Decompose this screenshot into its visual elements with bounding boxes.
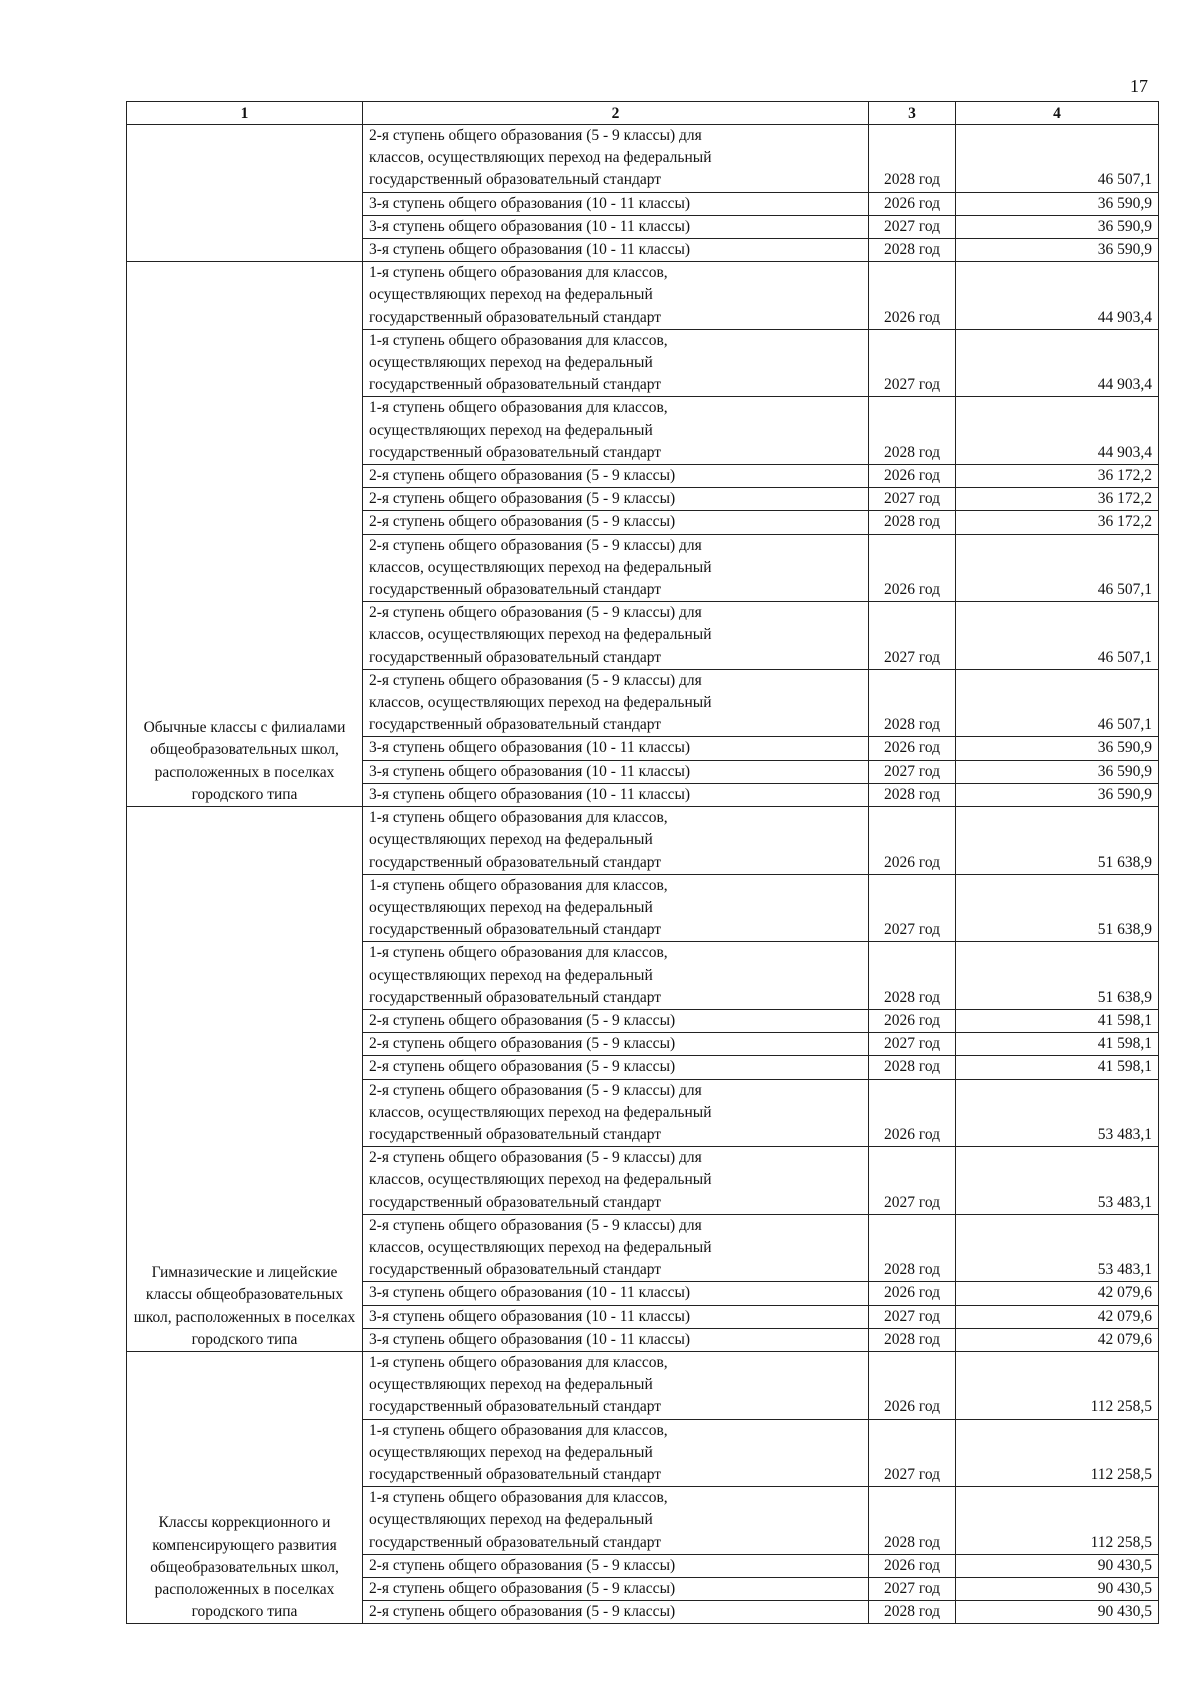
year-cell: 2028 год (869, 397, 956, 465)
year-cell: 2027 год (869, 215, 956, 238)
description-line: 2-я ступень общего образования (5 - 9 классы) для (369, 536, 702, 554)
value-cell: 112 258,5 (956, 1487, 1159, 1555)
description-line: государственный образовательный стандарт (369, 1261, 662, 1279)
table-row (127, 125, 1159, 193)
description-line: осуществляющих переход на федеральный (369, 354, 653, 372)
description-line: классов, осуществляющих переход на федеральный (369, 626, 712, 644)
description-line: 2-я ступень общего образования (5 - 9 классы) (369, 467, 676, 485)
description-line: 3-я ступень общего образования (10 - 11 классы) (369, 1307, 691, 1325)
description-line: осуществляющих переход на федеральный (369, 1443, 653, 1461)
year-cell: 2026 год (869, 1282, 956, 1305)
value-cell: 41 598,1 (956, 1033, 1159, 1056)
year-cell: 2026 год (869, 807, 956, 875)
year-cell: 2026 год (869, 1079, 956, 1147)
description-cell (363, 1305, 869, 1328)
description-line: 3-я ступень общего образования (10 - 11 классы) (369, 194, 691, 212)
value-cell: 36 590,9 (956, 192, 1159, 215)
description-line: 1-я ступень общего образования для классов, (369, 1421, 668, 1439)
description-line: осуществляющих переход на федеральный (369, 898, 653, 916)
description-cell (363, 1578, 869, 1601)
category-cell: Обычные классы с филиалами общеобразовательных школ, расположенных в поселках городского типа (127, 262, 363, 807)
column-header-3: 3 (869, 102, 956, 125)
value-cell: 53 483,1 (956, 1079, 1159, 1147)
description-cell (363, 262, 869, 330)
value-cell: 90 430,5 (956, 1601, 1159, 1624)
year-cell: 2027 год (869, 602, 956, 670)
year-cell: 2027 год (869, 1419, 956, 1487)
description-cell (363, 807, 869, 875)
value-cell: 41 598,1 (956, 1056, 1159, 1079)
year-cell: 2026 год (869, 534, 956, 602)
description-line: 2-я ступень общего образования (5 - 9 классы) для (369, 604, 702, 622)
year-cell: 2028 год (869, 125, 956, 193)
value-cell: 42 079,6 (956, 1305, 1159, 1328)
description-line: 2-я ступень общего образования (5 - 9 классы) для (369, 127, 702, 144)
description-line: 1-я ступень общего образования для классов, (369, 809, 668, 827)
description-line: 1-я ступень общего образования для классов, (369, 399, 668, 417)
page-number: 17 (1130, 76, 1148, 96)
description-cell (363, 1009, 869, 1032)
description-cell (363, 602, 869, 670)
value-cell: 53 483,1 (956, 1147, 1159, 1215)
description-cell (363, 215, 869, 238)
description-line: 1-я ступень общего образования для классов, (369, 876, 668, 894)
year-cell: 2027 год (869, 1305, 956, 1328)
year-cell: 2026 год (869, 737, 956, 760)
description-cell (363, 1056, 869, 1079)
value-cell: 36 590,9 (956, 760, 1159, 783)
description-cell (363, 1147, 869, 1215)
description-cell (363, 192, 869, 215)
description-cell (363, 1033, 869, 1056)
description-line: государственный образовательный стандарт (369, 921, 662, 939)
description-cell (363, 783, 869, 806)
description-cell (363, 397, 869, 465)
description-cell (363, 942, 869, 1010)
description-line: государственный образовательный стандарт (369, 171, 662, 189)
description-line: классов, осуществляющих переход на федеральный (369, 694, 712, 712)
description-cell (363, 1351, 869, 1419)
year-cell: 2026 год (869, 1009, 956, 1032)
year-cell: 2028 год (869, 1056, 956, 1079)
description-cell (363, 1554, 869, 1577)
value-cell: 53 483,1 (956, 1214, 1159, 1282)
description-line: 2-я ступень общего образования (5 - 9 классы) (369, 1058, 676, 1076)
value-cell: 112 258,5 (956, 1419, 1159, 1487)
description-cell (363, 1282, 869, 1305)
value-cell: 41 598,1 (956, 1009, 1159, 1032)
description-line: государственный образовательный стандарт (369, 308, 662, 326)
year-cell: 2027 год (869, 874, 956, 942)
description-cell (363, 760, 869, 783)
year-cell: 2028 год (869, 1487, 956, 1555)
description-cell (363, 125, 869, 193)
description-line: государственный образовательный стандарт (369, 988, 662, 1006)
category-cell: Гимназические и лицейские классы общеобразовательных школ, расположенных в поселках городского типа (127, 807, 363, 1352)
year-cell: 2027 год (869, 1578, 956, 1601)
description-line: 2-я ступень общего образования (5 - 9 классы) для (369, 1216, 702, 1234)
description-line: государственный образовательный стандарт (369, 443, 662, 461)
header-row (127, 102, 1159, 125)
table-body (127, 125, 1159, 1624)
description-line: классов, осуществляющих переход на федеральный (369, 1103, 712, 1121)
value-cell: 46 507,1 (956, 534, 1159, 602)
year-cell: 2028 год (869, 1328, 956, 1351)
description-line: государственный образовательный стандарт (369, 716, 662, 734)
year-cell: 2026 год (869, 465, 956, 488)
description-cell (363, 1487, 869, 1555)
description-line: 1-я ступень общего образования для классов, (369, 264, 668, 282)
table-row (127, 807, 1159, 875)
description-line: осуществляющих переход на федеральный (369, 831, 653, 849)
description-line: государственный образовательный стандарт (369, 648, 662, 666)
description-line: 2-я ступень общего образования (5 - 9 классы) (369, 1556, 676, 1574)
value-cell: 90 430,5 (956, 1554, 1159, 1577)
value-cell: 36 172,2 (956, 511, 1159, 534)
description-line: 2-я ступень общего образования (5 - 9 классы) (369, 1603, 676, 1621)
description-cell (363, 329, 869, 397)
description-cell (363, 669, 869, 737)
description-line: государственный образовательный стандарт (369, 1398, 662, 1416)
description-line: 3-я ступень общего образования (10 - 11 классы) (369, 785, 691, 803)
description-cell (363, 737, 869, 760)
year-cell: 2028 год (869, 239, 956, 262)
description-line: 2-я ступень общего образования (5 - 9 классы) для (369, 1081, 702, 1099)
description-line: 1-я ступень общего образования для классов, (369, 1353, 668, 1371)
category-cell: Классы коррекционного и компенсирующего развития общеобразовательных школ, расположенных в поселках городского типа (127, 1351, 363, 1623)
description-cell (363, 1214, 869, 1282)
year-cell: 2028 год (869, 783, 956, 806)
description-line: классов, осуществляющих переход на федеральный (369, 149, 712, 167)
description-line: 2-я ступень общего образования (5 - 9 классы) (369, 513, 676, 531)
description-line: осуществляющих переход на федеральный (369, 1511, 653, 1529)
description-cell (363, 1419, 869, 1487)
value-cell: 36 590,9 (956, 737, 1159, 760)
value-cell: 36 172,2 (956, 488, 1159, 511)
description-cell (363, 239, 869, 262)
value-cell: 36 172,2 (956, 465, 1159, 488)
description-line: 1-я ступень общего образования для классов, (369, 331, 668, 349)
description-cell (363, 511, 869, 534)
value-cell: 51 638,9 (956, 942, 1159, 1010)
description-line: государственный образовательный стандарт (369, 1125, 662, 1143)
description-line: осуществляющих переход на федеральный (369, 966, 653, 984)
description-line: 3-я ступень общего образования (10 - 11 классы) (369, 762, 691, 780)
description-line: государственный образовательный стандарт (369, 376, 662, 394)
description-line: 3-я ступень общего образования (10 - 11 классы) (369, 1330, 691, 1348)
year-cell: 2028 год (869, 1601, 956, 1624)
tariff-table (126, 101, 1159, 1624)
description-line: государственный образовательный стандарт (369, 853, 662, 871)
column-header-4: 4 (956, 102, 1159, 125)
year-cell: 2026 год (869, 1351, 956, 1419)
table-row (127, 1351, 1159, 1419)
description-cell (363, 465, 869, 488)
value-cell: 44 903,4 (956, 397, 1159, 465)
value-cell: 36 590,9 (956, 783, 1159, 806)
description-line: 2-я ступень общего образования (5 - 9 классы) для (369, 1149, 702, 1167)
value-cell: 36 590,9 (956, 239, 1159, 262)
year-cell: 2026 год (869, 262, 956, 330)
value-cell: 51 638,9 (956, 807, 1159, 875)
description-line: 2-я ступень общего образования (5 - 9 классы) (369, 490, 676, 508)
description-line: осуществляющих переход на федеральный (369, 286, 653, 304)
description-line: 3-я ступень общего образования (10 - 11 классы) (369, 739, 691, 757)
description-line: государственный образовательный стандарт (369, 1533, 662, 1551)
year-cell: 2026 год (869, 192, 956, 215)
description-line: 3-я ступень общего образования (10 - 11 классы) (369, 1284, 691, 1302)
value-cell: 46 507,1 (956, 602, 1159, 670)
description-line: осуществляющих переход на федеральный (369, 1376, 653, 1394)
description-cell (363, 1079, 869, 1147)
description-line: осуществляющих переход на федеральный (369, 421, 653, 439)
description-cell (363, 488, 869, 511)
value-cell: 44 903,4 (956, 262, 1159, 330)
category-cell (127, 125, 363, 262)
value-cell: 42 079,6 (956, 1328, 1159, 1351)
value-cell: 46 507,1 (956, 669, 1159, 737)
year-cell: 2028 год (869, 511, 956, 534)
description-line: государственный образовательный стандарт (369, 581, 662, 599)
description-line: классов, осуществляющих переход на федеральный (369, 558, 712, 576)
description-line: 2-я ступень общего образования (5 - 9 классы) для (369, 671, 702, 689)
description-line: классов, осуществляющих переход на федеральный (369, 1171, 712, 1189)
description-line: государственный образовательный стандарт (369, 1193, 662, 1211)
description-line: классов, осуществляющих переход на федеральный (369, 1238, 712, 1256)
year-cell: 2027 год (869, 760, 956, 783)
value-cell: 46 507,1 (956, 125, 1159, 193)
value-cell: 90 430,5 (956, 1578, 1159, 1601)
value-cell: 44 903,4 (956, 329, 1159, 397)
column-header-1: 1 (127, 102, 363, 125)
year-cell: 2027 год (869, 329, 956, 397)
description-cell (363, 1328, 869, 1351)
year-cell: 2027 год (869, 1033, 956, 1056)
description-line: 2-я ступень общего образования (5 - 9 классы) (369, 1035, 676, 1053)
year-cell: 2027 год (869, 1147, 956, 1215)
description-cell (363, 874, 869, 942)
column-header-2: 2 (363, 102, 869, 125)
description-line: 3-я ступень общего образования (10 - 11 классы) (369, 241, 691, 259)
year-cell: 2026 год (869, 1554, 956, 1577)
year-cell: 2027 год (869, 488, 956, 511)
value-cell: 36 590,9 (956, 215, 1159, 238)
description-line: 1-я ступень общего образования для классов, (369, 944, 668, 962)
description-line: государственный образовательный стандарт (369, 1465, 662, 1483)
description-cell (363, 534, 869, 602)
table-row (127, 262, 1159, 330)
value-cell: 51 638,9 (956, 874, 1159, 942)
description-line: 2-я ступень общего образования (5 - 9 классы) (369, 1580, 676, 1597)
year-cell: 2028 год (869, 942, 956, 1010)
description-line: 3-я ступень общего образования (10 - 11 классы) (369, 217, 691, 235)
value-cell: 112 258,5 (956, 1351, 1159, 1419)
description-line: 1-я ступень общего образования для классов, (369, 1489, 668, 1507)
description-line: 2-я ступень общего образования (5 - 9 классы) (369, 1011, 676, 1029)
year-cell: 2028 год (869, 1214, 956, 1282)
description-cell (363, 1601, 869, 1624)
year-cell: 2028 год (869, 669, 956, 737)
value-cell: 42 079,6 (956, 1282, 1159, 1305)
